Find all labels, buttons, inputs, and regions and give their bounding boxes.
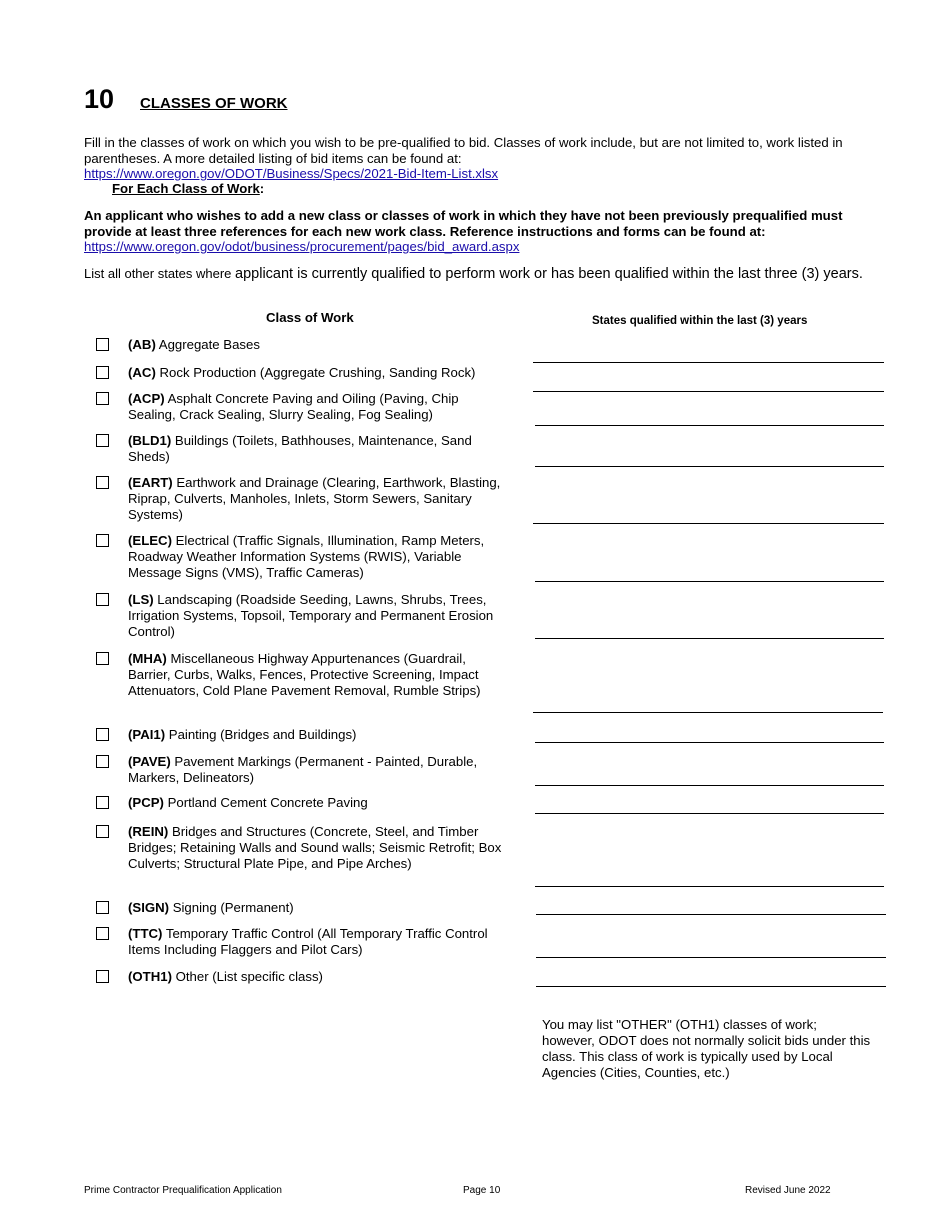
states-entry-line[interactable]	[535, 813, 884, 814]
class-checkbox[interactable]	[96, 534, 109, 547]
states-entry-line[interactable]	[535, 638, 884, 639]
class-checkbox[interactable]	[96, 366, 109, 379]
states-entry-line[interactable]	[535, 425, 884, 426]
states-entry-line[interactable]	[533, 391, 884, 392]
subheading-text: For Each Class of Work	[112, 181, 260, 196]
intro-paragraph	[84, 135, 864, 182]
states-entry-line[interactable]	[535, 785, 884, 786]
class-checkbox[interactable]	[96, 338, 109, 351]
class-checkbox[interactable]	[96, 970, 109, 983]
class-description: Aggregate Bases	[155, 337, 260, 352]
footer-revised: Revised June 2022	[745, 1185, 831, 1196]
class-code: (SIGN)	[128, 900, 170, 915]
class-description: Rock Production (Aggregate Crushing, Sanding Rock)	[155, 365, 476, 380]
class-code: (PCP)	[128, 795, 164, 810]
states-instruction-part2: applicant is currently qualified to perform work or has been qualified within the last three (3) years.	[235, 266, 863, 282]
states-entry-line[interactable]	[535, 466, 884, 467]
class-description: Other (List specific class)	[171, 969, 323, 984]
footer-page: Page 10	[463, 1185, 501, 1196]
class-checkbox[interactable]	[96, 755, 109, 768]
class-item	[128, 365, 503, 381]
class-description: Electrical (Traffic Signals, Illumination, Ramp Meters, Roadway Weather Information Systems (RWIS), Variable Message Signs (VMS), Traffic Cameras)	[128, 533, 485, 580]
states-entry-line[interactable]	[536, 914, 886, 915]
states-entry-line[interactable]	[533, 362, 884, 363]
states-entry-line[interactable]	[533, 712, 883, 713]
class-code: (LS)	[128, 592, 154, 607]
class-item	[128, 433, 503, 465]
class-code: (AC)	[128, 365, 156, 380]
bid-item-list-link[interactable]: https://www.oregon.gov/ODOT/Business/Specs/2021-Bid-Item-List.xlsx	[84, 166, 499, 181]
class-code: (ACP)	[128, 391, 165, 406]
states-entry-line[interactable]	[533, 523, 884, 524]
states-entry-line[interactable]	[536, 986, 886, 987]
class-item	[128, 926, 503, 958]
class-description: Earthwork and Drainage (Clearing, Earthwork, Blasting, Riprap, Culverts, Manholes, Inlets, Storm Sewers, Sanitary Systems)	[128, 475, 501, 522]
subheading-colon: :	[259, 181, 265, 196]
states-entry-line[interactable]	[535, 581, 884, 582]
states-instruction-part1: List all other states where	[84, 266, 236, 281]
states-instruction	[84, 265, 884, 283]
bid-award-link[interactable]: https://www.oregon.gov/odot/business/procurement/pages/bid_award.aspx	[84, 239, 520, 254]
class-item	[128, 337, 503, 353]
references-text: An applicant who wishes to add a new class or classes of work in which they have not been previously prequalified must provide at least three references for each new work class. Reference instructions and forms can be found at:	[84, 208, 843, 239]
class-checkbox[interactable]	[96, 728, 109, 741]
class-item	[128, 592, 503, 640]
class-code: (AB)	[128, 337, 156, 352]
class-description: Portland Cement Concrete Paving	[163, 795, 368, 810]
class-checkbox[interactable]	[96, 652, 109, 665]
class-description: Asphalt Concrete Paving and Oiling (Paving, Chip Sealing, Crack Sealing, Slurry Sealing, Fog Sealing)	[128, 391, 459, 422]
class-description: Buildings (Toilets, Bathhouses, Maintenance, Sand Sheds)	[128, 433, 472, 464]
class-description: Pavement Markings (Permanent - Painted, Durable, Markers, Delineators)	[128, 754, 478, 785]
section-number: 10	[84, 84, 115, 114]
states-entry-line[interactable]	[535, 886, 884, 887]
class-code: (OTH1)	[128, 969, 172, 984]
class-checkbox[interactable]	[96, 476, 109, 489]
class-code: (PAI1)	[128, 727, 166, 742]
class-description: Bridges and Structures (Concrete, Steel, and Timber Bridges; Retaining Walls and Sound walls; Seismic Retrofit; Box Culverts; Structural Plate Pipe, and Pipe Arches)	[128, 824, 502, 871]
class-code: (BLD1)	[128, 433, 172, 448]
intro-text: Fill in the classes of work on which you wish to be pre-qualified to bid. Classes of work include, but are not limited to, work listed in parentheses. A more detailed listing of bid items can be found at:	[84, 135, 843, 166]
class-description: Signing (Permanent)	[169, 900, 294, 915]
class-code: (MHA)	[128, 651, 167, 666]
class-item	[128, 969, 503, 985]
class-checkbox[interactable]	[96, 825, 109, 838]
class-code: (PAVE)	[128, 754, 171, 769]
class-checkbox[interactable]	[96, 901, 109, 914]
subheading	[112, 181, 264, 196]
class-item	[128, 824, 503, 872]
section-title: CLASSES OF WORK	[140, 95, 288, 112]
class-checkbox[interactable]	[96, 796, 109, 809]
class-item	[128, 900, 503, 916]
class-checkbox[interactable]	[96, 593, 109, 606]
class-checkbox[interactable]	[96, 392, 109, 405]
class-code: (ELEC)	[128, 533, 172, 548]
class-description: Painting (Bridges and Buildings)	[165, 727, 357, 742]
class-description: Miscellaneous Highway Appurtenances (Guardrail, Barrier, Curbs, Walks, Fences, Protective Screening, Impact Attenuators, Cold Plane Pavement Removal, Rumble Strips)	[128, 651, 481, 698]
class-code: (TTC)	[128, 926, 163, 941]
footer-left: Prime Contractor Prequalification Application	[84, 1185, 282, 1196]
other-class-note: You may list "OTHER" (OTH1) classes of work; however, ODOT does not normally solicit bids under this class. This class of work is typically used by Local Agencies (Cities, Counties, etc.)	[542, 1017, 871, 1080]
class-item	[128, 727, 503, 743]
class-item	[128, 754, 503, 786]
column-header-states: States qualified within the last (3) years	[592, 315, 808, 327]
references-paragraph	[84, 208, 864, 255]
class-item	[128, 475, 503, 523]
class-code: (REIN)	[128, 824, 169, 839]
class-item	[128, 391, 503, 423]
class-checkbox[interactable]	[96, 434, 109, 447]
class-item	[128, 795, 503, 811]
class-item	[128, 533, 503, 581]
states-entry-line[interactable]	[536, 957, 886, 958]
class-description: Landscaping (Roadside Seeding, Lawns, Shrubs, Trees, Irrigation Systems, Topsoil, Temporary and Permanent Erosion Control)	[128, 592, 494, 639]
class-code: (EART)	[128, 475, 173, 490]
column-header-class: Class of Work	[266, 310, 354, 325]
class-item	[128, 651, 503, 699]
class-checkbox[interactable]	[96, 927, 109, 940]
class-description: Temporary Traffic Control (All Temporary Traffic Control Items Including Flaggers and Pilot Cars)	[128, 926, 488, 957]
states-entry-line[interactable]	[535, 742, 884, 743]
